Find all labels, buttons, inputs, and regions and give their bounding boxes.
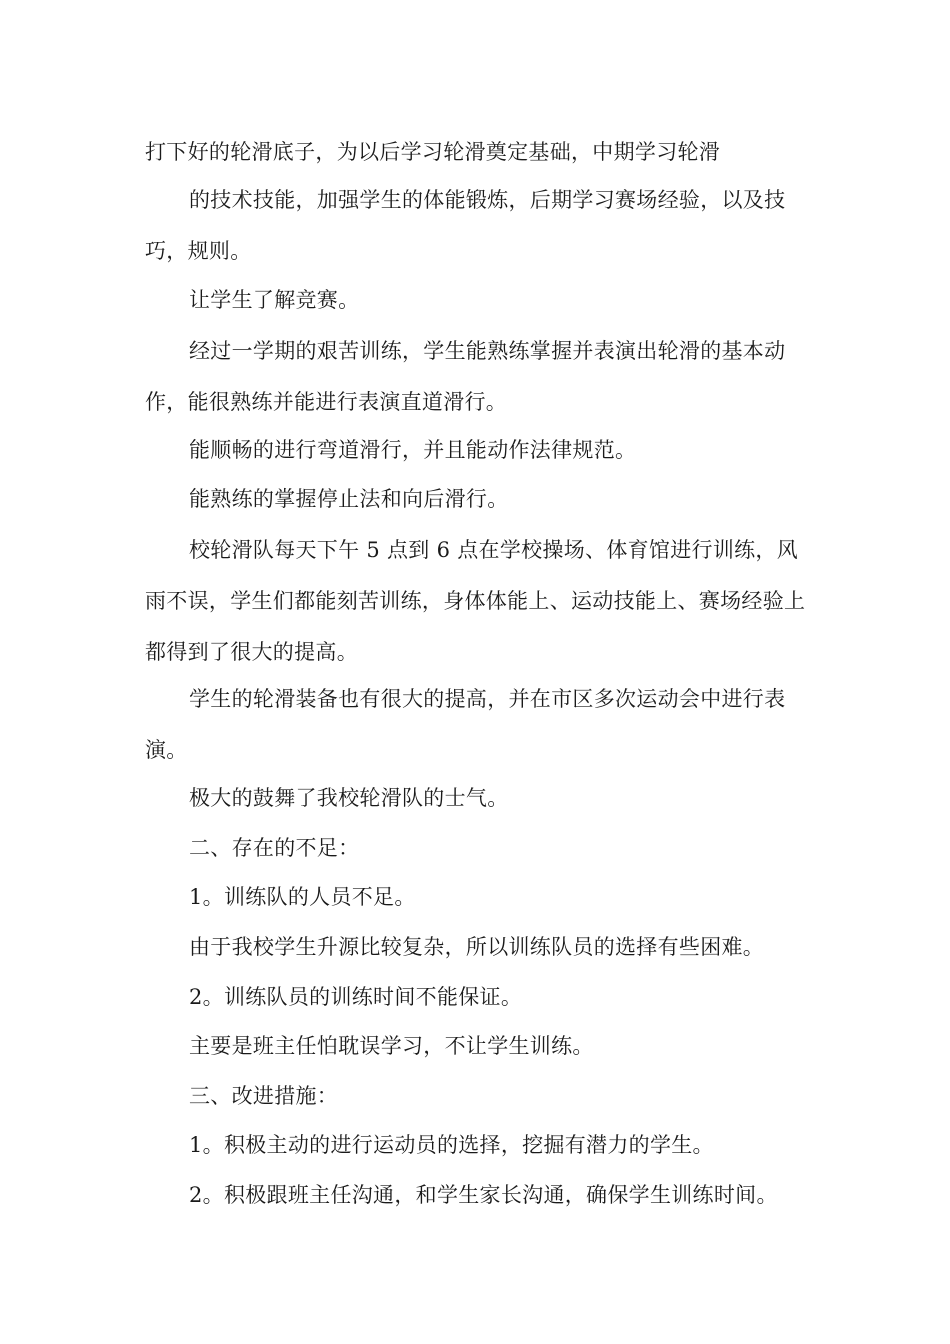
paragraph-7: 校轮滑队每天下午 5 点到 6 点在学校操场、体育馆进行训练，风雨不误，学生们都能刻苦训练，身体体能上、运动技能上、赛场经验上都得到了很大的提高。: [145, 538, 806, 664]
paragraph-2: 的技术技能，加强学生的体能锻炼，后期学习赛场经验，以及技巧，规则。: [145, 188, 786, 263]
paragraph-14: 主要是班主任怕耽误学习，不让学生训练。: [189, 1034, 594, 1058]
paragraph-5: 能顺畅的进行弯道滑行，并且能动作法律规范。: [189, 438, 637, 462]
paragraph-4: 经过一学期的艰苦训练，学生能熟练掌握并表演出轮滑的基本动作，能很熟练并能进行表演直道滑行。: [145, 339, 786, 414]
paragraph-6: 能熟练的掌握停止法和向后滑行。: [189, 487, 509, 511]
paragraph-1: 打下好的轮滑底子，为以后学习轮滑奠定基础，中期学习轮滑: [145, 140, 721, 164]
paragraph-8: 学生的轮滑装备也有很大的提高，并在市区多次运动会中进行表演。: [145, 687, 786, 762]
paragraph-9: 极大的鼓舞了我校轮滑队的士气。: [189, 786, 509, 810]
paragraph-13: 2。训练队员的训练时间不能保证。: [189, 985, 523, 1009]
paragraph-12: 由于我校学生升源比较复杂，所以训练队员的选择有些困难。: [189, 935, 765, 959]
paragraph-17: 2。积极跟班主任沟通，和学生家长沟通，确保学生训练时间。: [189, 1183, 778, 1207]
section-heading-shortcomings: 二、存在的不足：: [189, 836, 360, 860]
section-heading-improvements: 三、改进措施：: [189, 1084, 339, 1108]
paragraph-11: 1。训练队的人员不足。: [189, 885, 416, 909]
paragraph-3: 让学生了解竞赛。: [189, 288, 360, 312]
paragraph-16: 1。积极主动的进行运动员的选择，挖掘有潜力的学生。: [189, 1133, 714, 1157]
